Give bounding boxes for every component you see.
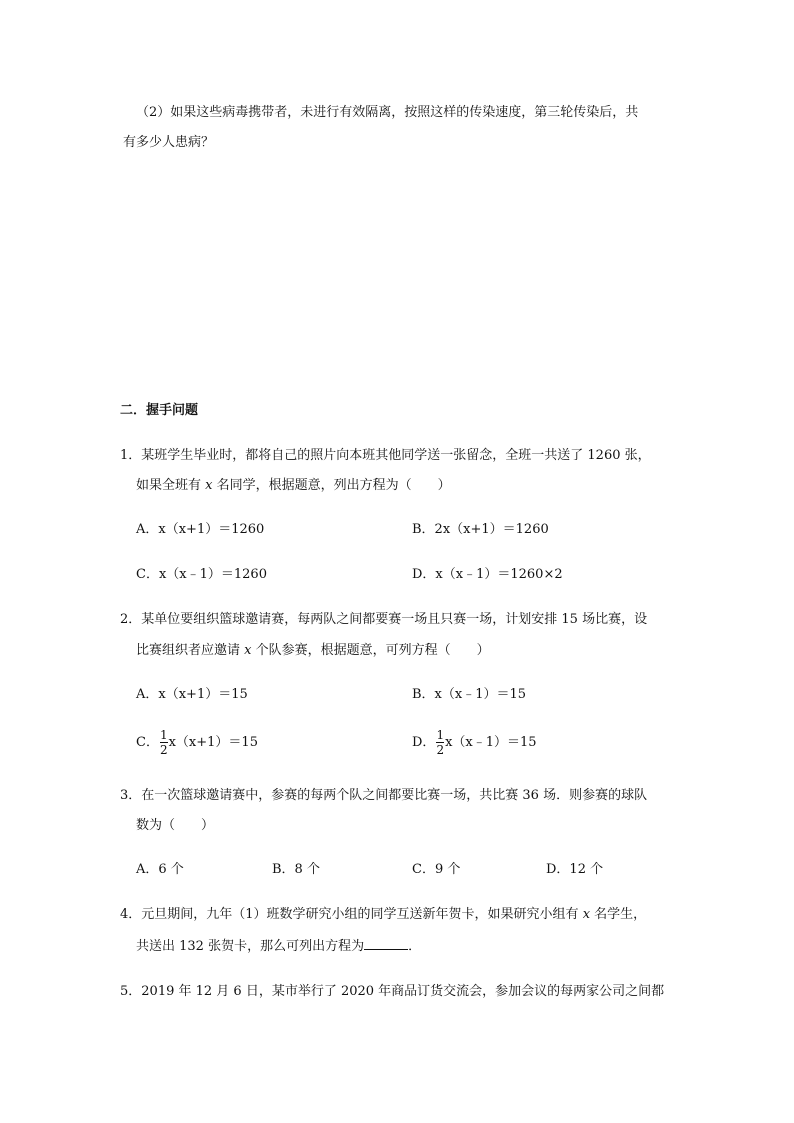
q2-line1: 2．某单位要组织篮球邀请赛，每两队之间都要赛一场且只赛一场，计划安排 15 场比赛，设 xyxy=(120,612,648,627)
q1-line2-post: 名同学，根据题意，列出方程为（ ） xyxy=(212,478,451,493)
fraction-numerator: 1 xyxy=(159,728,168,742)
q1-line2-pre: 如果全班有 xyxy=(136,478,206,493)
q1-line2 xyxy=(136,477,451,495)
part2-line2: 有多少人患病？ xyxy=(123,135,215,150)
q1-option-a: A．x（x+1）＝1260 xyxy=(136,522,265,537)
q2-line2-pre: 比赛组织者应邀请 xyxy=(136,643,245,658)
q2-line2 xyxy=(136,642,490,660)
q2-variable: x xyxy=(244,643,252,658)
fraction-denominator: 2 xyxy=(436,743,445,757)
q3-option-a: A．6 个 xyxy=(136,862,184,877)
q2-option-c-label: C． xyxy=(136,735,159,750)
q2-option-b: B．x（x﹣1）＝15 xyxy=(412,687,527,702)
q2-line2-post: 个队参赛，根据题意，可列方程（ ） xyxy=(251,643,490,658)
q4-line1 xyxy=(120,906,646,924)
answer-blank xyxy=(364,937,408,950)
q2-option-c-rest: x（x+1）＝15 xyxy=(168,735,258,750)
q1-variable: x xyxy=(205,478,213,493)
q3-option-c: C．9 个 xyxy=(412,862,461,877)
fraction-one-half xyxy=(436,728,444,757)
q1-option-b: B．2x（x+1）＝1260 xyxy=(412,522,549,537)
q2-option-d-label: D． xyxy=(412,735,436,750)
section-title: 二．握手问题 xyxy=(120,403,199,418)
q4-variable: x xyxy=(582,907,591,922)
fraction-one-half xyxy=(160,728,168,757)
q3-option-b: B．8 个 xyxy=(272,862,320,877)
q4-line1-post: 名学生， xyxy=(590,907,647,922)
q2-option-c xyxy=(136,726,258,760)
q1-option-c: C．x（x﹣1）＝1260 xyxy=(136,567,267,582)
q4-line2-pre: 共送出 132 张贺卡，那么可列出方程为 xyxy=(136,939,365,954)
q1-line1: 1．某班学生毕业时，都将自己的照片向本班其他同学送一张留念，全班一共送了 1260 张， xyxy=(120,448,651,463)
q3-option-d: D．12 个 xyxy=(546,862,604,877)
part2-line1: （2）如果这些病毒携带者，未进行有效隔离，按照这样的传染速度，第三轮传染后，共 xyxy=(136,105,639,120)
q4-line1-pre: 4．元旦期间，九年（1）班数学研究小组的同学互送新年贺卡，如果研究小组有 xyxy=(120,907,583,922)
q3-line1: 3．在一次篮球邀请赛中，参赛的每两个队之间都要比赛一场，共比赛 36 场．则参赛的球队 xyxy=(120,788,648,803)
fraction-denominator: 2 xyxy=(159,743,168,757)
q4-line2 xyxy=(136,937,421,956)
q2-option-d-rest: x（x﹣1）＝15 xyxy=(445,735,537,750)
q4-line2-post: ． xyxy=(408,939,422,954)
q1-option-d: D．x（x﹣1）＝1260×2 xyxy=(412,567,563,582)
q2-option-d xyxy=(412,726,537,760)
q3-line2: 数为（ ） xyxy=(136,818,215,833)
q5-line1: 5．2019 年 12 月 6 日，某市举行了 2020 年商品订货交流会，参加会议的每两家公司之间都 xyxy=(120,984,665,999)
q2-option-a: A．x（x+1）＝15 xyxy=(136,687,248,702)
fraction-numerator: 1 xyxy=(436,728,445,742)
